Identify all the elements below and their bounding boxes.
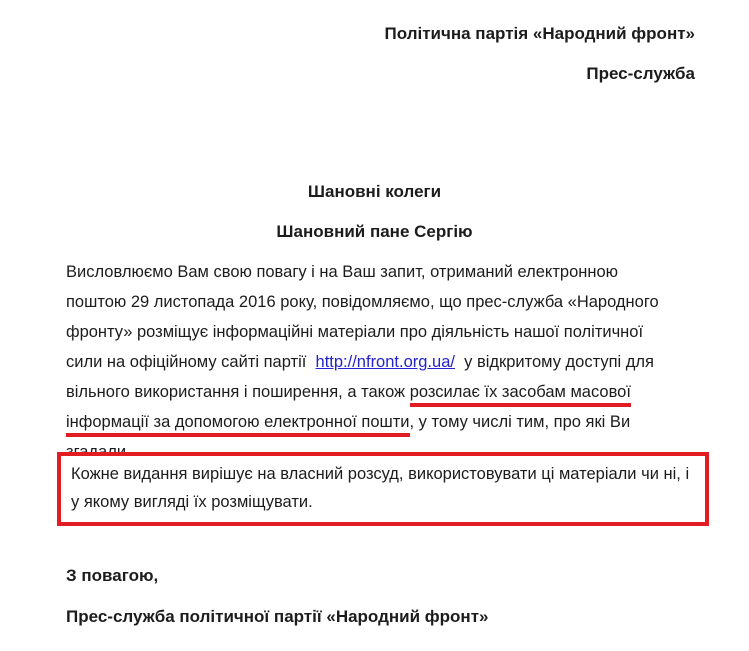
body-text: Висловлюємо Вам свою повагу і на Ваш запит, отриманий електронною [66, 263, 619, 281]
highlight-box [57, 452, 709, 526]
body-text: у відкритому доступі для [454, 353, 654, 371]
letterhead [385, 24, 695, 84]
highlight-box-text: Кожне видання вирішує на власний розсуд, використовувати ці матеріали чи ні, і у якому вигляді їх розміщувати. [71, 465, 690, 511]
letterhead-press-service: Прес-служба [586, 64, 695, 83]
body-text: поштою 29 листопада 2016 року, повідомляємо, що прес-служба «Народного [66, 293, 659, 311]
body-line [66, 407, 659, 437]
body-line [66, 257, 659, 287]
body-text: сили на офіційному сайті партії [66, 353, 316, 371]
body-line [66, 347, 659, 377]
red-underlined-text: інформації за допомогою електронної пошти [66, 413, 410, 437]
body-text: , у тому числі тим, про які Ви [409, 413, 631, 431]
body-line [66, 377, 659, 407]
nfront-url-link[interactable]: http://nfront.org.ua/ [315, 353, 455, 371]
red-underlined-text: розсилає їх засобам масової [410, 383, 631, 407]
greeting-colleagues: Шановні колеги [307, 182, 442, 201]
body-line [66, 317, 659, 347]
body-paragraph [66, 257, 659, 467]
letterhead-party-name: Політична партія «Народний фронт» [384, 24, 695, 43]
body-text: фронту» розміщує інформаційні матеріали про діяльність нашої політичної [66, 323, 644, 341]
greeting-addressee: Шановний пане Сергію [276, 222, 473, 241]
signature-closing: З повагою, [66, 566, 159, 585]
body-line [66, 287, 659, 317]
signature-organization: Прес-служба політичної партії «Народний фронт» [66, 607, 489, 626]
body-text: вільного використання і поширення, а також [66, 383, 410, 401]
